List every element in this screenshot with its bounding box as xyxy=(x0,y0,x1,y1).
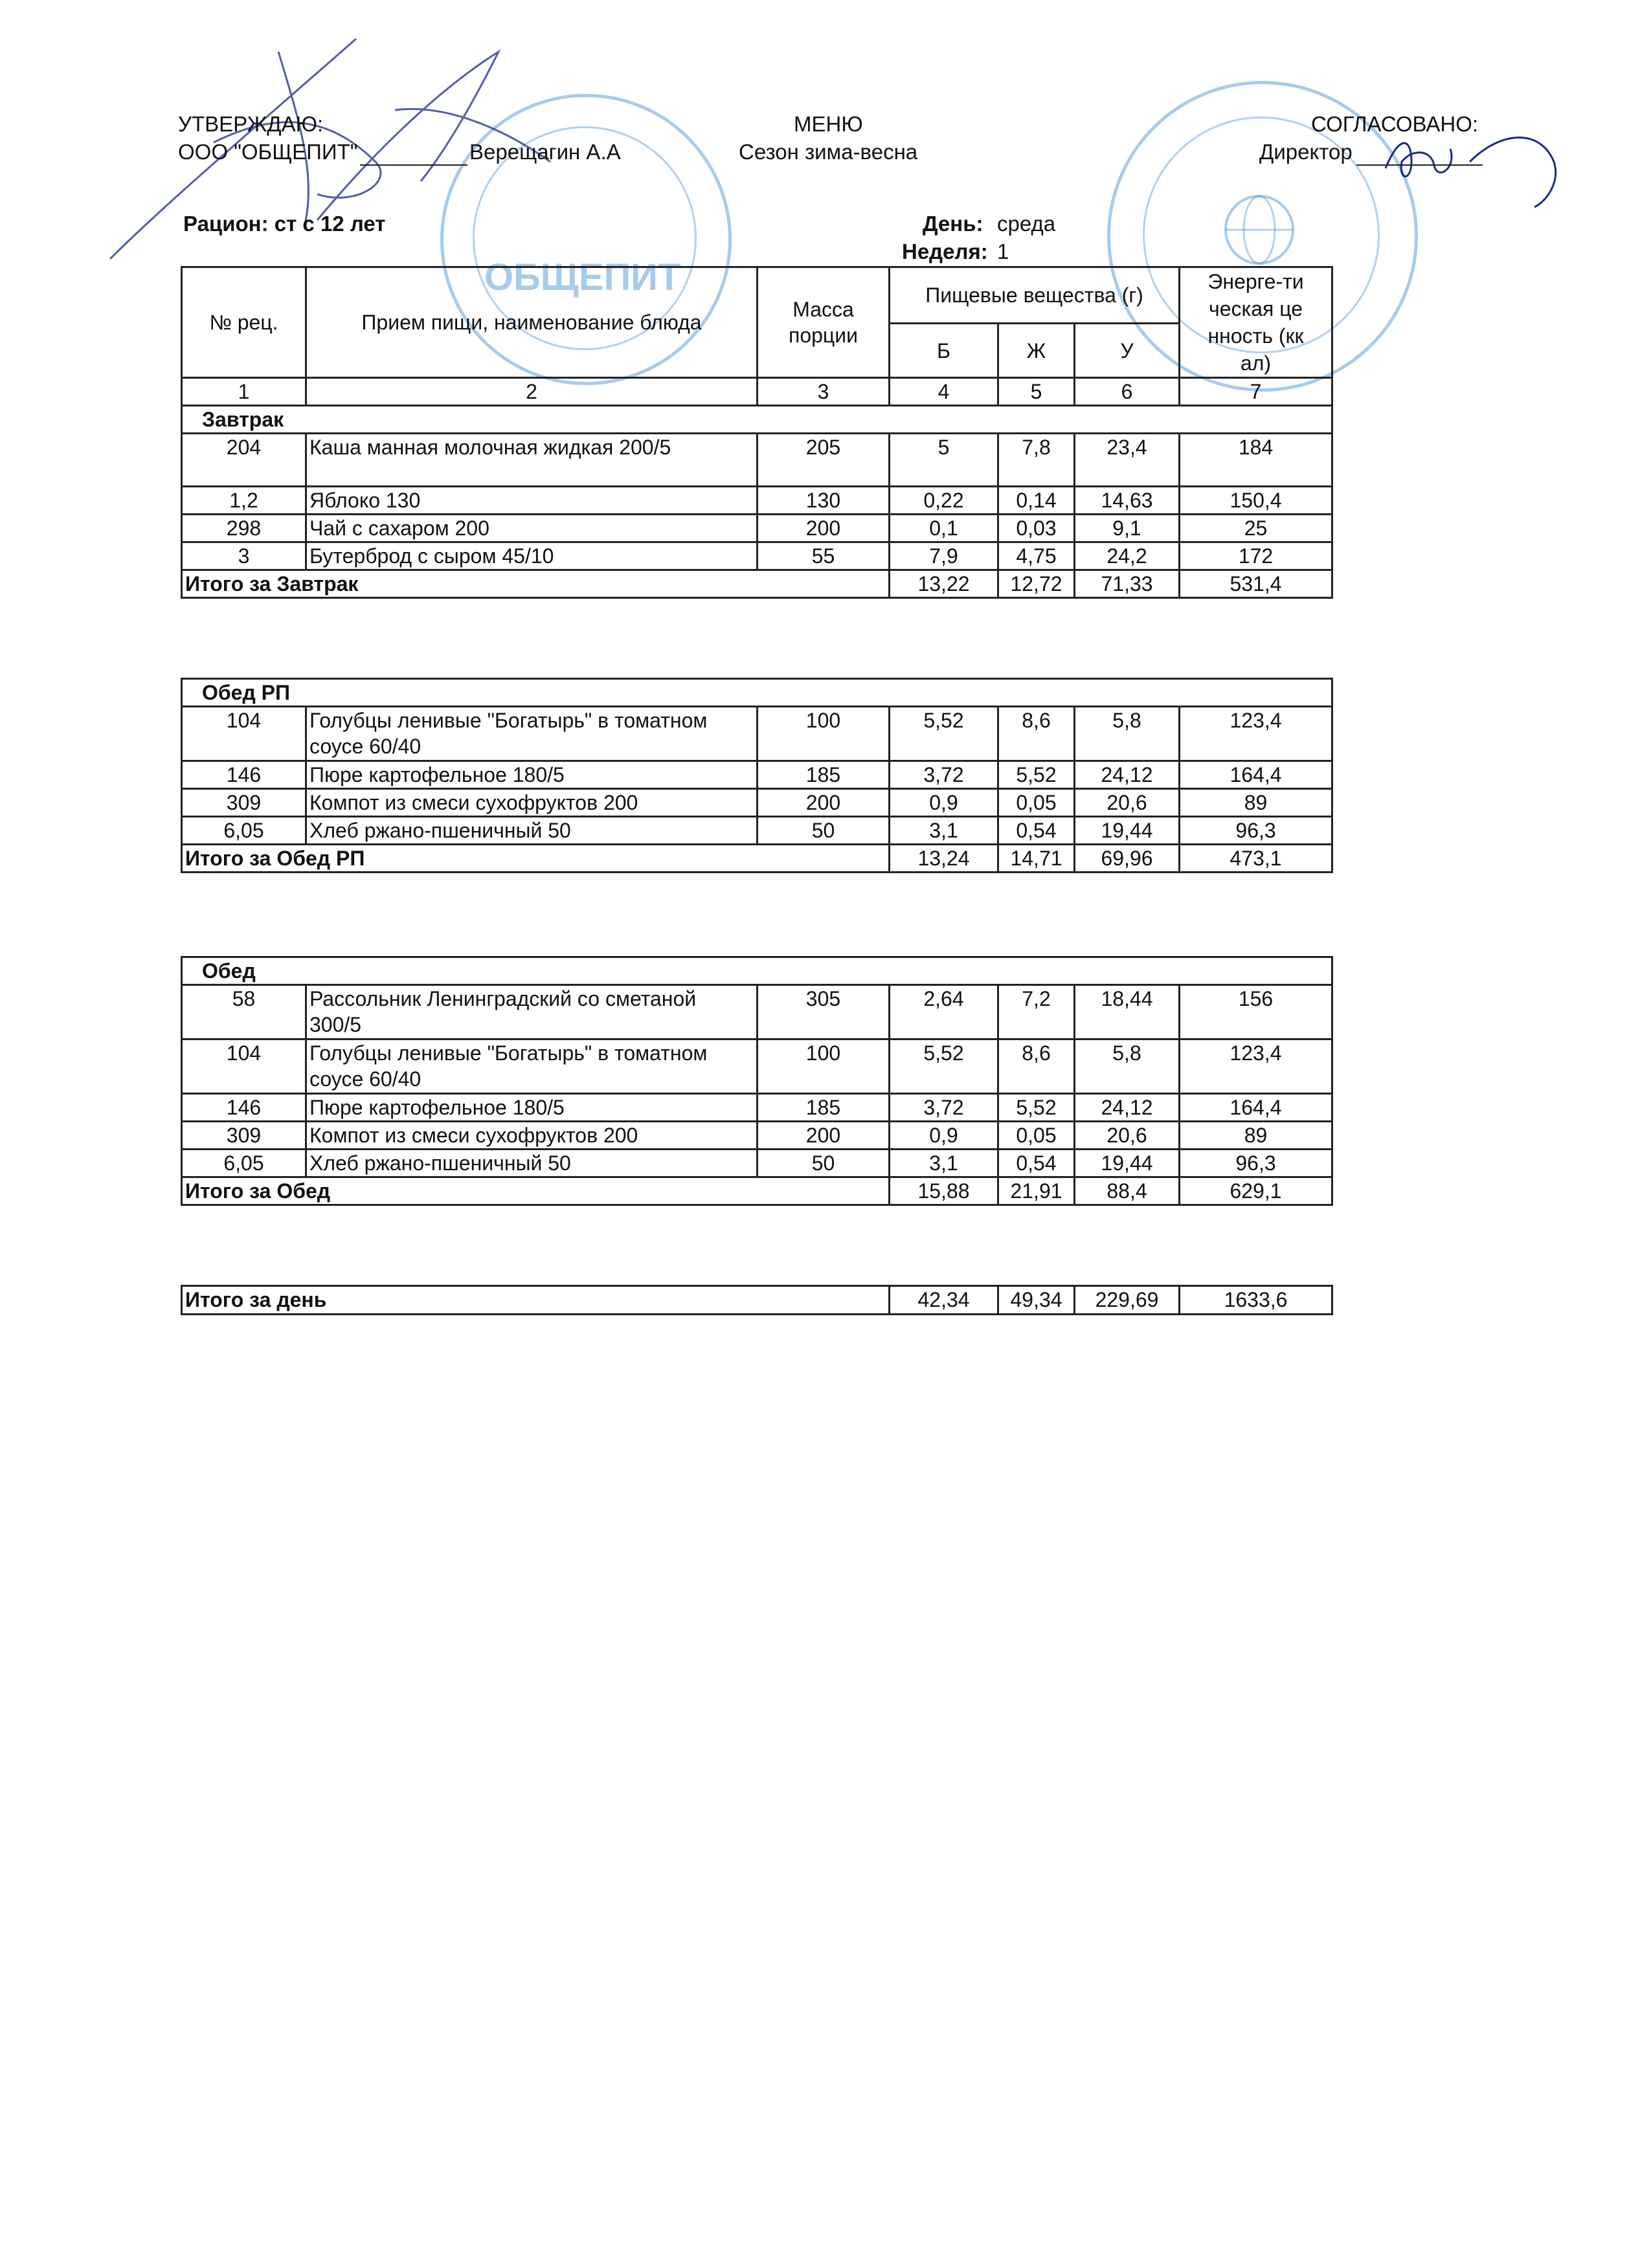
fats: 8,6 xyxy=(998,1040,1075,1094)
energy: 150,4 xyxy=(1180,487,1332,515)
fats: 0,03 xyxy=(998,515,1075,542)
breakfast-table xyxy=(181,266,1333,599)
carbs: 19,44 xyxy=(1075,1150,1180,1177)
col-header-dish: Прием пищи, наименование блюда xyxy=(306,267,758,378)
table-row xyxy=(182,817,1332,845)
energy: 184 xyxy=(1180,434,1332,487)
dish-name: Хлеб ржано-пшеничный 50 xyxy=(306,817,758,845)
carbs: 5,8 xyxy=(1075,1040,1180,1094)
dish-name: Пюре картофельное 180/5 xyxy=(306,1094,758,1122)
lunch-table xyxy=(181,956,1333,1206)
recipe-number: 298 xyxy=(182,515,306,542)
fats: 7,2 xyxy=(998,985,1075,1040)
col-index: 4 xyxy=(890,378,998,406)
recipe-number: 6,05 xyxy=(182,817,306,845)
proteins: 3,1 xyxy=(890,1150,998,1177)
energy: 96,3 xyxy=(1180,1150,1332,1177)
proteins: 3,72 xyxy=(890,1094,998,1122)
ration-label: Рацион: ст с 12 лет xyxy=(183,212,386,236)
energy: 96,3 xyxy=(1180,817,1332,845)
menu-title: МЕНЮ xyxy=(794,112,863,136)
fats: 0,05 xyxy=(998,1122,1075,1150)
director-label: Директор xyxy=(1259,140,1353,164)
day-total-row xyxy=(182,1286,1332,1315)
carbs: 14,63 xyxy=(1075,487,1180,515)
recipe-number: 3 xyxy=(182,542,306,570)
week-label: Неделя: xyxy=(902,239,988,263)
day-label: День: xyxy=(923,212,983,236)
school-stamp-globe-icon xyxy=(1214,184,1305,275)
recipe-number: 104 xyxy=(182,707,306,761)
col-header-carbs: У xyxy=(1075,324,1180,378)
fats: 0,14 xyxy=(998,487,1075,515)
proteins: 0,9 xyxy=(890,1122,998,1150)
total-carbs: 71,33 xyxy=(1075,570,1180,598)
portion-mass: 50 xyxy=(758,1150,890,1177)
total-row xyxy=(182,570,1332,598)
fats: 7,8 xyxy=(998,434,1075,487)
energy: 172 xyxy=(1180,542,1332,570)
agreed-label: СОГЛАСОВАНО: xyxy=(1311,112,1479,136)
proteins: 3,1 xyxy=(890,817,998,845)
recipe-number: 6,05 xyxy=(182,1150,306,1177)
day-total-label: Итого за день xyxy=(182,1286,890,1315)
carbs: 24,2 xyxy=(1075,542,1180,570)
dish-name: Голубцы ленивые "Богатырь" в томатном соусе 60/40 xyxy=(306,1040,758,1094)
portion-mass: 200 xyxy=(758,1122,890,1150)
table-row xyxy=(182,542,1332,570)
day-total-proteins: 42,34 xyxy=(890,1286,998,1315)
day-total-carbs: 229,69 xyxy=(1075,1286,1180,1315)
total-energy: 473,1 xyxy=(1180,845,1332,873)
portion-mass: 100 xyxy=(758,1040,890,1094)
col-index: 7 xyxy=(1180,378,1332,406)
col-header-proteins: Б xyxy=(890,324,998,378)
carbs: 23,4 xyxy=(1075,434,1180,487)
energy: 89 xyxy=(1180,789,1332,817)
section-title-lunch: Обед xyxy=(182,957,1332,985)
portion-mass: 185 xyxy=(758,1094,890,1122)
recipe-number: 309 xyxy=(182,1122,306,1150)
dish-name: Хлеб ржано-пшеничный 50 xyxy=(306,1150,758,1177)
proteins: 5,52 xyxy=(890,707,998,761)
total-label: Итого за Обед РП xyxy=(182,845,890,873)
energy: 164,4 xyxy=(1180,1094,1332,1122)
proteins: 5,52 xyxy=(890,1040,998,1094)
total-proteins: 13,24 xyxy=(890,845,998,873)
recipe-number: 204 xyxy=(182,434,306,487)
portion-mass: 130 xyxy=(758,487,890,515)
dish-name: Компот из смеси сухофруктов 200 xyxy=(306,789,758,817)
total-energy: 629,1 xyxy=(1180,1177,1332,1205)
fats: 0,05 xyxy=(998,789,1075,817)
proteins: 5 xyxy=(890,434,998,487)
total-fats: 14,71 xyxy=(998,845,1075,873)
fats: 0,54 xyxy=(998,817,1075,845)
table-row xyxy=(182,1122,1332,1150)
day-value: среда xyxy=(997,212,1056,236)
total-proteins: 13,22 xyxy=(890,570,998,598)
total-carbs: 88,4 xyxy=(1075,1177,1180,1205)
col-index: 1 xyxy=(182,378,306,406)
table-row xyxy=(182,1150,1332,1177)
dish-name: Яблоко 130 xyxy=(306,487,758,515)
carbs: 20,6 xyxy=(1075,789,1180,817)
dish-name: Компот из смеси сухофруктов 200 xyxy=(306,1122,758,1150)
portion-mass: 205 xyxy=(758,434,890,487)
col-index: 2 xyxy=(306,378,758,406)
portion-mass: 305 xyxy=(758,985,890,1040)
total-row xyxy=(182,845,1332,873)
energy: 123,4 xyxy=(1180,1040,1332,1094)
dish-name: Чай с сахаром 200 xyxy=(306,515,758,542)
org-label: ООО "ОБЩЕПИТ" xyxy=(178,140,358,164)
table-row xyxy=(182,1040,1332,1094)
section-title-lunch-rp: Обед РП xyxy=(182,679,1332,707)
proteins: 3,72 xyxy=(890,761,998,789)
energy: 89 xyxy=(1180,1122,1332,1150)
total-fats: 21,91 xyxy=(998,1177,1075,1205)
carbs: 18,44 xyxy=(1075,985,1180,1040)
fats: 4,75 xyxy=(998,542,1075,570)
table-row xyxy=(182,487,1332,515)
portion-mass: 200 xyxy=(758,789,890,817)
recipe-number: 104 xyxy=(182,1040,306,1094)
col-header-nutrients: Пищевые вещества (г) xyxy=(890,267,1180,324)
total-label: Итого за Завтрак xyxy=(182,570,890,598)
dish-name: Голубцы ленивые "Богатырь" в томатном соусе 60/40 xyxy=(306,707,758,761)
total-proteins: 15,88 xyxy=(890,1177,998,1205)
approve-label: УТВЕРЖДАЮ: xyxy=(178,112,324,136)
day-total-table xyxy=(181,1285,1333,1315)
fats: 5,52 xyxy=(998,1094,1075,1122)
proteins: 0,22 xyxy=(890,487,998,515)
dish-name: Пюре картофельное 180/5 xyxy=(306,761,758,789)
portion-mass: 100 xyxy=(758,707,890,761)
dish-name: Рассольник Ленинградский со сметаной 300/5 xyxy=(306,985,758,1040)
col-index-row xyxy=(182,378,1332,406)
energy: 164,4 xyxy=(1180,761,1332,789)
proteins: 0,1 xyxy=(890,515,998,542)
table-row xyxy=(182,707,1332,761)
table-row xyxy=(182,789,1332,817)
total-fats: 12,72 xyxy=(998,570,1075,598)
director-signature-line xyxy=(1356,164,1483,166)
section-title-breakfast: Завтрак xyxy=(182,406,1332,434)
season-label: Сезон зима-весна xyxy=(739,140,918,164)
col-index: 5 xyxy=(998,378,1075,406)
carbs: 24,12 xyxy=(1075,1094,1180,1122)
approver-name: Верещагин А.А xyxy=(469,140,621,164)
portion-mass: 55 xyxy=(758,542,890,570)
table-row xyxy=(182,761,1332,789)
portion-mass: 200 xyxy=(758,515,890,542)
company-stamp-text: ОБЩЕПИТ xyxy=(484,256,681,298)
col-header-mass: Масса порции xyxy=(758,267,890,378)
fats: 0,54 xyxy=(998,1150,1075,1177)
col-header-number: № рец. xyxy=(182,267,306,378)
total-carbs: 69,96 xyxy=(1075,845,1180,873)
carbs: 24,12 xyxy=(1075,761,1180,789)
col-header-energy: Энерге-тическая ценность (ккал) xyxy=(1180,267,1332,378)
dish-name: Бутерброд с сыром 45/10 xyxy=(306,542,758,570)
table-row xyxy=(182,434,1332,487)
recipe-number: 146 xyxy=(182,1094,306,1122)
carbs: 5,8 xyxy=(1075,707,1180,761)
day-total-fats: 49,34 xyxy=(998,1286,1075,1315)
energy: 123,4 xyxy=(1180,707,1332,761)
portion-mass: 50 xyxy=(758,817,890,845)
day-total-energy: 1633,6 xyxy=(1180,1286,1332,1315)
table-row xyxy=(182,1094,1332,1122)
portion-mass: 185 xyxy=(758,761,890,789)
total-row xyxy=(182,1177,1332,1205)
proteins: 7,9 xyxy=(890,542,998,570)
carbs: 9,1 xyxy=(1075,515,1180,542)
proteins: 2,64 xyxy=(890,985,998,1040)
total-energy: 531,4 xyxy=(1180,570,1332,598)
dish-name: Каша манная молочная жидкая 200/5 xyxy=(306,434,758,487)
table-row xyxy=(182,985,1332,1040)
week-value: 1 xyxy=(997,239,1009,263)
recipe-number: 1,2 xyxy=(182,487,306,515)
energy: 25 xyxy=(1180,515,1332,542)
table-row xyxy=(182,515,1332,542)
fats: 8,6 xyxy=(998,707,1075,761)
carbs: 20,6 xyxy=(1075,1122,1180,1150)
recipe-number: 146 xyxy=(182,761,306,789)
approver-signature-line xyxy=(360,164,467,166)
carbs: 19,44 xyxy=(1075,817,1180,845)
proteins: 0,9 xyxy=(890,789,998,817)
energy: 156 xyxy=(1180,985,1332,1040)
col-index: 6 xyxy=(1075,378,1180,406)
col-index: 3 xyxy=(758,378,890,406)
fats: 5,52 xyxy=(998,761,1075,789)
total-label: Итого за Обед xyxy=(182,1177,890,1205)
recipe-number: 309 xyxy=(182,789,306,817)
lunch-rp-table xyxy=(181,678,1333,873)
col-header-fats: Ж xyxy=(998,324,1075,378)
recipe-number: 58 xyxy=(182,985,306,1040)
